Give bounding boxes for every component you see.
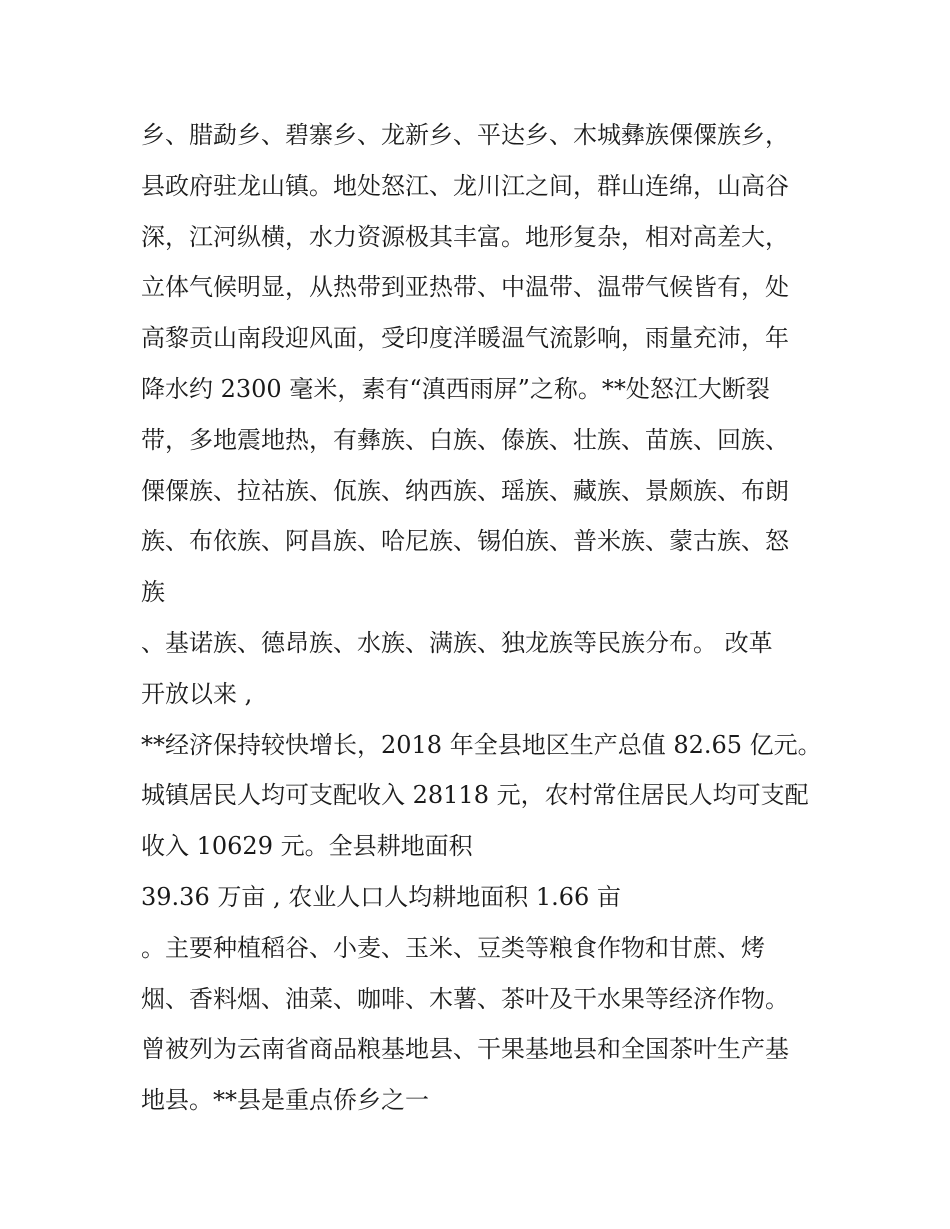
- text-line-10: 族: [141, 578, 165, 607]
- text-line-7: 带，多地震地热，有彝族、白族、傣族、壮族、苗族、回族、: [141, 425, 789, 454]
- text-line-1: 乡、腊勐乡、碧寨乡、龙新乡、平达乡、木城彝族傈僳族乡，: [141, 121, 789, 149]
- text-line-12: 开放以来 ,: [141, 679, 253, 708]
- text-line-18: 烟、香料烟、油菜、咖啡、木薯、茶叶及干水果等经济作物。: [141, 984, 789, 1013]
- text-line-19: 曾被列为云南省商品粮基地县、干果基地县和全国茶叶生产基: [141, 1035, 789, 1064]
- text-line-2: 县政府驻龙山镇。地处怒江、龙川江之间，群山连绵，山高谷: [141, 171, 789, 200]
- text-line-11: 、基诺族、德昂族、水族、满族、独龙族等民族分布。 改革: [141, 628, 773, 657]
- text-line-4: 立体气候明显，从热带到亚热带、中温带、温带气候皆有，处: [141, 273, 789, 302]
- text-line-3: 深，江河纵横，水力资源极其丰富。地形复杂，相对高差大，: [141, 222, 789, 251]
- text-line-13: **经济保持较快增长，2018 年全县地区生产总值 82.65 亿元。: [141, 730, 822, 759]
- text-line-6: 降水约 2300 毫米，素有“滇西雨屏”之称。**处怒江大断裂: [141, 374, 770, 403]
- text-line-15: 收入 10629 元。全县耕地面积: [141, 832, 473, 861]
- text-line-8: 傈僳族、拉祜族、佤族、纳西族、瑶族、藏族、景颇族、布朗: [141, 476, 789, 505]
- text-line-20: 地县。**县是重点侨乡之一: [141, 1086, 429, 1115]
- body-text: [141, 110, 841, 1126]
- text-line-17: 。主要种植稻谷、小麦、玉米、豆类等粮食作物和甘蔗、烤: [141, 933, 765, 962]
- text-line-16: 39.36 万亩 , 农业人口人均耕地面积 1.66 亩: [141, 882, 621, 911]
- text-line-14: 城镇居民人均可支配收入 28118 元，农村常住居民人均可支配: [141, 781, 809, 810]
- text-line-5: 高黎贡山南段迎风面，受印度洋暖温气流影响，雨量充沛，年: [141, 324, 789, 353]
- text-line-9: 族、布依族、阿昌族、哈尼族、锡伯族、普米族、蒙古族、怒: [141, 527, 789, 556]
